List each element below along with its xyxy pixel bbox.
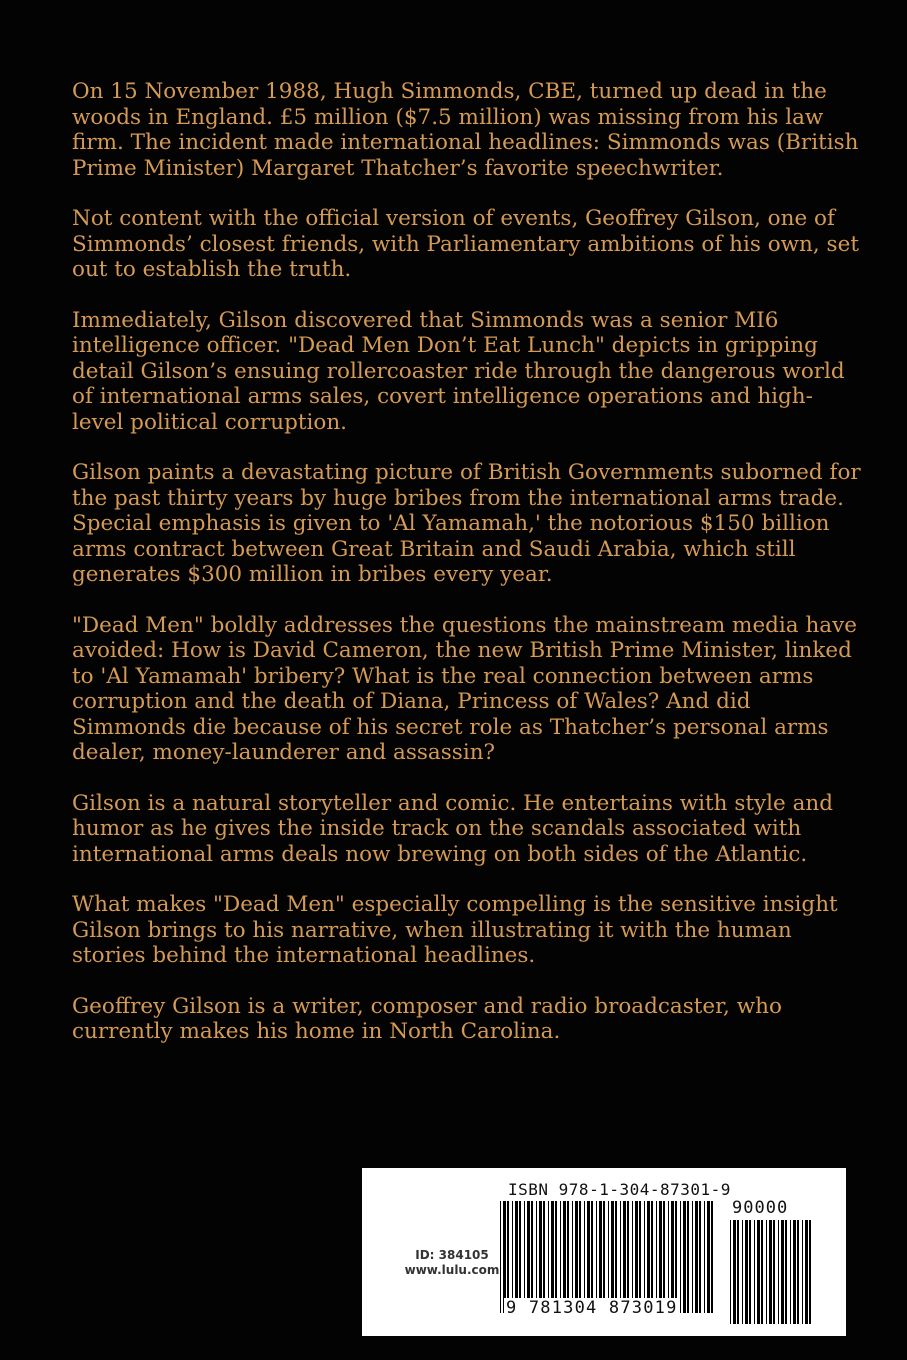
barcode-bar	[793, 1220, 796, 1324]
barcode-bar	[536, 1201, 537, 1313]
barcode-bar	[647, 1201, 650, 1313]
barcode-bar	[733, 1220, 736, 1324]
id-label: ID: 384105	[415, 1248, 489, 1262]
blurb-paragraph: Immediately, Gilson discovered that Simmonds was a senior MI6 intelligence officer. "Dead Men Don’t Eat Lunch" depicts in gripping detail Gilson’s ensuing rollercoaster ride through the dangerous world of international arms sales, covert intelligence operations and high-level political corruption.	[72, 307, 845, 435]
barcode-bar	[599, 1201, 602, 1313]
barcode-bar	[711, 1201, 713, 1313]
barcode-bar	[805, 1220, 808, 1324]
barcode-bar	[699, 1201, 701, 1313]
barcode-bar	[500, 1201, 501, 1313]
blurb-paragraph: Not content with the official version of events, Geoffrey Gilson, one of Simmonds’ closest friends, with Parliamentary ambitions of his own, set out to establish the truth.	[72, 206, 859, 282]
barcode-bar	[531, 1201, 533, 1313]
barcode-bar	[503, 1201, 506, 1313]
barcode-bar	[543, 1201, 545, 1313]
barcode-bar	[560, 1201, 561, 1313]
barcode-bar	[757, 1220, 760, 1324]
barcode-bar	[769, 1220, 772, 1324]
barcode-bar	[591, 1201, 593, 1313]
barcode-bar	[572, 1201, 573, 1313]
barcode-bar	[773, 1220, 775, 1324]
barcode-bar	[596, 1201, 597, 1313]
blurb-paragraph: On 15 November 1988, Hugh Simmonds, CBE, turned up dead in the woods in England. £5 million ($7.5 million) was missing from his law firm. The incident made international headlines: Simmonds was (British Prime Minister) Margaret Thatcher’s favorite speechwriter.	[72, 79, 859, 181]
barcode-bar	[656, 1201, 657, 1313]
barcode-bar	[802, 1220, 803, 1324]
blurb-paragraph: Gilson paints a devastating picture of British Governments suborned for the past thirty years by huge bribes from the international arms trade. Special emphasis is given to 'Al Yamamah,' the notorious $150 billion arms contract between Great Britain and Saudi Arabia, which still generates $300 million in bribes every year.	[72, 460, 861, 587]
barcode-bar	[695, 1201, 698, 1313]
barcode-bar	[668, 1201, 669, 1313]
barcode-bar	[507, 1201, 509, 1313]
barcode-bar	[644, 1201, 645, 1313]
publisher-id	[392, 1248, 512, 1278]
barcode-bar	[555, 1201, 557, 1313]
barcode-bar	[639, 1201, 641, 1313]
barcode-panel	[362, 1168, 846, 1336]
barcode-bar	[623, 1201, 626, 1313]
blurb-paragraph: Geoffrey Gilson is a writer, composer and radio broadcaster, who currently makes his home in North Carolina.	[72, 993, 782, 1044]
blurb-paragraph: "Dead Men" boldly addresses the questions the mainstream media have avoided: How is David Cameron, the new British Prime Minister, linked to 'Al Yamamah' bribery? What is the real connection between arms corruption and the death of Diana, Princess of Wales? And did Simmonds die because of his secret role as Thatcher’s personal arms dealer, money-launderer and assassin?	[72, 612, 857, 765]
isbn-label: ISBN 978-1-304-87301-9	[508, 1180, 731, 1199]
price-barcode	[728, 1220, 812, 1324]
barcode-bar	[797, 1220, 799, 1324]
barcode-bar	[615, 1201, 617, 1313]
barcode-bar	[785, 1220, 787, 1324]
publisher-site: www.lulu.com	[404, 1263, 500, 1277]
blurb-text	[72, 79, 862, 1070]
barcode-bar	[778, 1220, 779, 1324]
barcode-bar	[519, 1201, 521, 1313]
barcode-bar	[754, 1220, 755, 1324]
blurb-paragraph: Gilson is a natural storyteller and comic. He entertains with style and humor as he gives the inside track on the scandals associated with international arms deals now brewing on both sides of the Atlantic.	[72, 790, 834, 867]
barcode-bar	[584, 1201, 585, 1313]
barcode-bar	[603, 1201, 605, 1313]
barcode-bar	[575, 1201, 578, 1313]
barcode-bar	[627, 1201, 629, 1313]
ean-digits: 9 781304 873019	[506, 1298, 678, 1318]
barcode-bar	[608, 1201, 609, 1313]
barcode-bar	[524, 1201, 525, 1313]
barcode-bar	[742, 1220, 743, 1324]
barcode-bar	[663, 1201, 665, 1313]
barcode-bar	[704, 1201, 705, 1313]
barcode-bar	[737, 1220, 739, 1324]
barcode-bar	[548, 1201, 549, 1313]
barcode-bar	[579, 1201, 581, 1313]
barcode-bar	[680, 1201, 681, 1313]
barcode-bar	[683, 1201, 686, 1313]
barcode-bar	[766, 1220, 767, 1324]
barcode-bar	[567, 1201, 569, 1313]
barcode-bar	[675, 1201, 677, 1313]
barcode-bar	[651, 1201, 653, 1313]
price-digits: 90000	[732, 1198, 789, 1218]
blurb-paragraph: What makes "Dead Men" especially compelling is the sensitive insight Gilson brings to his narrative, when illustrating it with the human stories behind the international headlines.	[72, 892, 838, 968]
barcode-bar	[659, 1201, 662, 1313]
barcode-bar	[635, 1201, 638, 1313]
barcode-bar	[563, 1201, 566, 1313]
barcode-bar	[587, 1201, 590, 1313]
barcode-bar	[527, 1201, 530, 1313]
barcode-bar	[761, 1220, 763, 1324]
barcode-bar	[671, 1201, 674, 1313]
barcode-bar	[632, 1201, 633, 1313]
barcode-bar	[730, 1220, 731, 1324]
barcode-bar	[692, 1201, 693, 1313]
barcode-bar	[809, 1220, 811, 1324]
barcode-bar	[515, 1201, 518, 1313]
barcode-bar	[551, 1201, 554, 1313]
barcode-bar	[611, 1201, 614, 1313]
barcode-bar	[687, 1201, 689, 1313]
barcode-bar	[512, 1201, 513, 1313]
barcode-bar	[745, 1220, 748, 1324]
barcode-bar	[749, 1220, 751, 1324]
barcode-bar	[707, 1201, 710, 1313]
isbn-barcode	[498, 1201, 718, 1313]
barcode-bar	[790, 1220, 791, 1324]
barcode-bar	[539, 1201, 542, 1313]
barcode-bar	[620, 1201, 621, 1313]
barcode-bar	[781, 1220, 784, 1324]
